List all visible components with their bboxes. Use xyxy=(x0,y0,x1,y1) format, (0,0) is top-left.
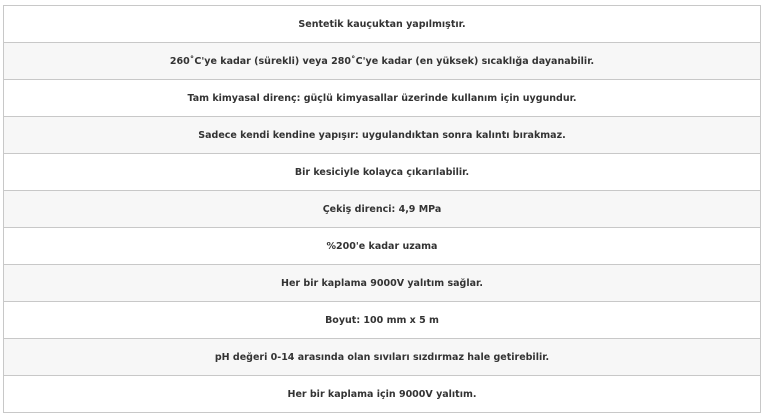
specification-table xyxy=(3,5,761,413)
spec-cell-tensile-strength: Çekiş direnci: 4,9 MPa xyxy=(4,191,761,228)
table-row xyxy=(4,376,761,413)
table-row xyxy=(4,80,761,117)
spec-cell-size: Boyut: 100 mm x 5 m xyxy=(4,302,761,339)
table-row xyxy=(4,43,761,80)
spec-cell-chemical-resistance: Tam kimyasal direnç: güçlü kimyasallar üzerinde kullanım için uygundur. xyxy=(4,80,761,117)
table-row xyxy=(4,339,761,376)
spec-cell-material: Sentetik kauçuktan yapılmıştır. xyxy=(4,6,761,43)
table-row xyxy=(4,191,761,228)
spec-cell-temperature: 260˚C'ye kadar (sürekli) veya 280˚C'ye kadar (en yüksek) sıcaklığa dayanabilir. xyxy=(4,43,761,80)
table-row xyxy=(4,117,761,154)
spec-cell-insulation: Her bir kaplama 9000V yalıtım sağlar. xyxy=(4,265,761,302)
specification-table-body xyxy=(4,6,761,413)
spec-cell-insulation-per-layer: Her bir kaplama için 9000V yalıtım. xyxy=(4,376,761,413)
table-row xyxy=(4,154,761,191)
spec-cell-self-adhesion: Sadece kendi kendine yapışır: uygulandıktan sonra kalıntı bırakmaz. xyxy=(4,117,761,154)
table-row xyxy=(4,6,761,43)
spec-cell-removal: Bir kesiciyle kolayca çıkarılabilir. xyxy=(4,154,761,191)
table-row xyxy=(4,228,761,265)
spec-cell-ph-range: pH değeri 0-14 arasında olan sıvıları sızdırmaz hale getirebilir. xyxy=(4,339,761,376)
table-row xyxy=(4,302,761,339)
spec-cell-elongation: %200'e kadar uzama xyxy=(4,228,761,265)
table-row xyxy=(4,265,761,302)
